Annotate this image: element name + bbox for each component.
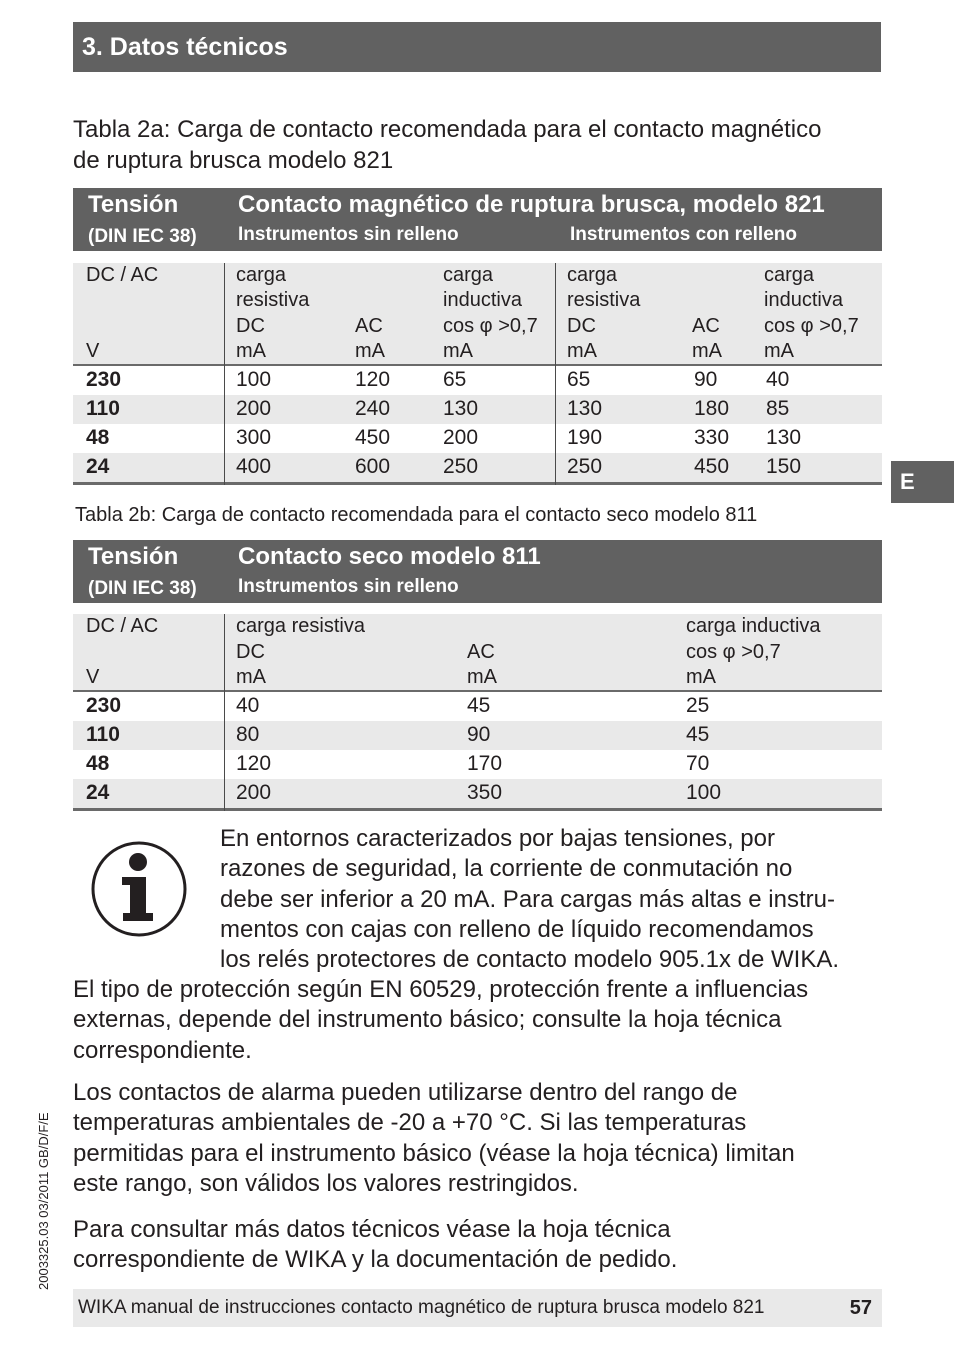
col-unit: mA [236, 340, 266, 362]
cell: 85 [766, 397, 790, 420]
col-label: carga [567, 264, 618, 286]
cell: 45 [467, 694, 491, 717]
table-row [73, 779, 882, 811]
text-line: Para consultar más datos técnicos véase la hoja técnica [73, 1216, 671, 1243]
table-row [73, 721, 882, 750]
table-row [73, 366, 882, 395]
table-a-caption [73, 114, 821, 176]
col-label: DC [236, 315, 265, 337]
language-tab [891, 461, 954, 503]
text-line: este rango, son válidos los valores restringidos. [73, 1169, 579, 1197]
cell: 450 [694, 455, 730, 478]
language-tab-label: E [900, 469, 915, 494]
cell: 65 [443, 368, 467, 391]
table-a-group-unfilled: Instrumentos sin relleno [238, 224, 459, 245]
cell: 400 [236, 455, 272, 478]
info-icon [89, 839, 189, 939]
cell-voltage: 24 [86, 455, 110, 478]
table-a-header [73, 188, 882, 251]
text-line: El tipo de protección según EN 60529, protección frente a influencias [73, 976, 809, 1003]
text-line: correspondiente. [73, 1036, 252, 1064]
cell: 350 [467, 781, 503, 804]
info-line: En entornos caracterizados por bajas tensiones, por [220, 825, 775, 852]
paragraph-temperature [73, 1078, 795, 1199]
text-line: permitidas para el instrumento básico (véase la hoja técnica) limitan [73, 1139, 795, 1167]
col-unit: mA [467, 666, 497, 688]
cell: 180 [694, 397, 730, 420]
info-line: los relés protectores de contacto modelo 905.1x de WIKA. [220, 946, 839, 974]
col-label: cos φ >0,7 [686, 641, 781, 663]
table-b-group-unfilled: Instrumentos sin relleno [238, 576, 459, 597]
col-label: carga [236, 264, 287, 286]
col-label: cos φ >0,7 [764, 315, 859, 337]
cell: 250 [443, 455, 479, 478]
page-number: 57 [849, 1297, 872, 1319]
column-divider [555, 263, 556, 485]
col-unit: mA [567, 340, 597, 362]
table-b-title: Contacto seco modelo 811 [238, 543, 541, 570]
info-note [220, 824, 839, 975]
cell-voltage: 110 [86, 397, 120, 420]
text-line: externas, depende del instrumento básico; consulte la hoja técnica [73, 1006, 782, 1034]
info-line: debe ser inferior a 20 mA. Para cargas más altas e instru- [220, 885, 835, 913]
col-unit: mA [764, 340, 794, 362]
col-label: carga resistiva [236, 615, 365, 637]
cell: 70 [686, 752, 710, 775]
table-b-voltage-std: (DIN IEC 38) [88, 578, 197, 599]
col-unit-v: V [86, 340, 100, 362]
col-unit: mA [236, 666, 266, 688]
table-a-title: Contacto magnético de ruptura brusca, modelo 821 [238, 191, 825, 218]
table-a-voltage-std: (DIN IEC 38) [88, 226, 197, 247]
cell: 330 [694, 426, 730, 449]
cell-voltage: 48 [86, 752, 110, 775]
table-row [73, 424, 882, 453]
footer-text: WIKA manual de instrucciones contacto magnético de ruptura brusca modelo 821 [78, 1297, 765, 1318]
table-a-voltage-label: Tensión [88, 191, 179, 218]
table-row [73, 453, 882, 485]
table-b-header [73, 540, 882, 603]
col-label: inductiva [764, 289, 843, 311]
col-dcac: DC / AC [86, 615, 159, 637]
col-unit: mA [355, 340, 385, 362]
table-a-caption-line: de ruptura brusca modelo 821 [73, 147, 394, 174]
column-divider [224, 263, 225, 485]
paragraph-more-data [73, 1215, 677, 1276]
cell: 600 [355, 455, 391, 478]
cell-voltage: 24 [86, 781, 110, 804]
cell-voltage: 230 [86, 368, 122, 391]
col-label: AC [467, 641, 495, 663]
paragraph-protection [73, 975, 808, 1066]
column-divider [224, 614, 225, 811]
col-unit: mA [692, 340, 722, 362]
table-a-group-filled: Instrumentos con relleno [570, 224, 797, 245]
cell: 450 [355, 426, 391, 449]
cell: 190 [567, 426, 603, 449]
cell: 90 [694, 368, 718, 391]
col-label: inductiva [443, 289, 522, 311]
text-line: correspondiente de WIKA y la documentación de pedido. [73, 1246, 678, 1274]
cell: 90 [467, 723, 491, 746]
cell: 100 [686, 781, 722, 804]
table-a-caption-line: Tabla 2a: Carga de contacto recomendada para el contacto magnético [73, 116, 822, 143]
cell: 40 [766, 368, 790, 391]
cell: 25 [686, 694, 710, 717]
cell: 80 [236, 723, 260, 746]
info-line: mentos con cajas con relleno de líquido recomendamos [220, 915, 814, 943]
table-row [73, 692, 882, 721]
col-unit-v: V [86, 666, 100, 688]
cell-voltage: 48 [86, 426, 110, 449]
text-line: Los contactos de alarma pueden utilizarse dentro del rango de [73, 1079, 738, 1106]
cell: 120 [236, 752, 272, 775]
col-label: DC [567, 315, 596, 337]
cell: 250 [567, 455, 603, 478]
table-b-subheader [73, 614, 882, 692]
col-label: AC [692, 315, 720, 337]
table-row [73, 395, 882, 424]
col-label: cos φ >0,7 [443, 315, 538, 337]
table-b-voltage-label: Tensión [88, 543, 179, 570]
cell: 100 [236, 368, 272, 391]
col-label: AC [355, 315, 383, 337]
section-title: 3. Datos técnicos [82, 33, 288, 61]
info-line: razones de seguridad, la corriente de conmutación no [220, 855, 793, 883]
cell-voltage: 230 [86, 694, 122, 717]
cell: 170 [467, 752, 503, 775]
col-label: resistiva [236, 289, 310, 311]
cell: 240 [355, 397, 391, 420]
table-a-subheader [73, 263, 882, 366]
table-row [73, 750, 882, 779]
cell: 300 [236, 426, 272, 449]
cell: 65 [567, 368, 591, 391]
cell: 130 [443, 397, 479, 420]
text-line: temperaturas ambientales de -20 a +70 °C. Si las temperaturas [73, 1109, 747, 1137]
cell: 150 [766, 455, 802, 478]
document-code: 2003325.03 03/2011 GB/D/F/E [36, 1112, 51, 1290]
cell: 130 [567, 397, 603, 420]
col-unit: mA [686, 666, 716, 688]
cell: 200 [443, 426, 479, 449]
page-footer [73, 1289, 882, 1327]
col-label: resistiva [567, 289, 641, 311]
cell-voltage: 110 [86, 723, 120, 746]
col-label: carga [443, 264, 494, 286]
col-unit: mA [443, 340, 473, 362]
table-b-caption: Tabla 2b: Carga de contacto recomendada para el contacto seco modelo 811 [75, 504, 758, 526]
col-label: DC [236, 641, 265, 663]
cell: 200 [236, 781, 272, 804]
col-dcac: DC / AC [86, 264, 159, 286]
cell: 40 [236, 694, 260, 717]
cell: 45 [686, 723, 710, 746]
col-label: carga [764, 264, 815, 286]
cell: 120 [355, 368, 391, 391]
col-label: carga inductiva [686, 615, 821, 637]
cell: 130 [766, 426, 802, 449]
cell: 200 [236, 397, 272, 420]
section-header [73, 22, 881, 72]
